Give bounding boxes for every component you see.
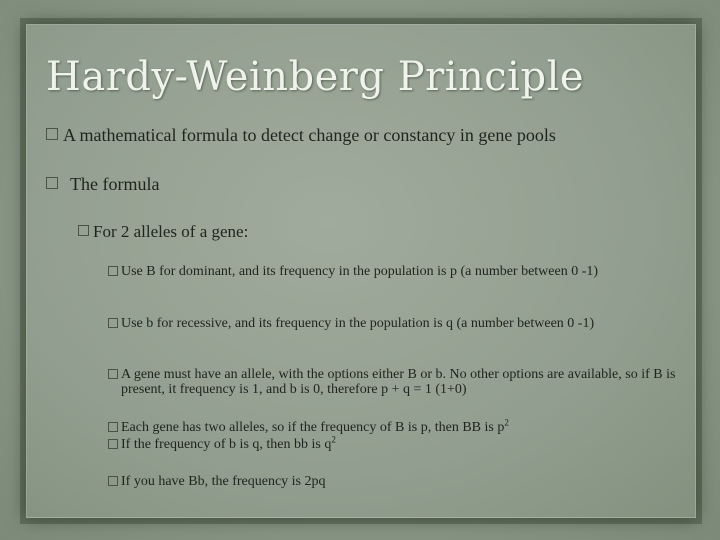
bullet-text: A gene must have an allele, with the options either B or b. No other options are available, so if B is present, it frequency is 1, and b is 0, therefore p + q = 1 (1+0) [121,367,676,397]
bullet-text-main: Each gene has two alleles, so if the frequency of B is p, then BB is p [121,420,505,435]
bullet-item [108,264,686,279]
square-bullet-icon [46,177,58,189]
bullet-item [108,434,686,452]
bullet-text-main: If the frequency of b is q, then bb is q [121,437,332,452]
bullet-text: A mathematical formula to detect change or constancy in gene pools [63,125,556,145]
square-bullet-icon [78,225,89,236]
square-bullet-icon [108,318,118,328]
square-bullet-icon [108,369,118,379]
superscript: 2 [504,417,509,428]
superscript: 2 [331,434,336,445]
square-bullet-icon [108,266,118,276]
bullet-item [108,474,686,489]
bullet-text: If you have Bb, the frequency is 2pq [121,474,326,489]
square-bullet-icon [108,439,118,449]
square-bullet-icon [46,128,58,140]
bullet-text [108,417,686,435]
bullet-text: For 2 alleles of a gene: [93,222,249,241]
bullet-text: The formula [70,174,160,194]
bullet-item [108,367,686,397]
bullet-text [108,434,686,452]
square-bullet-icon [108,476,118,486]
bullet-item [108,316,686,331]
bullet-item [108,417,686,435]
square-bullet-icon [108,422,118,432]
bullet-text: Use b for recessive, and its frequency in the population is q (a number between 0 -1) [121,316,595,331]
bullet-text: Use B for dominant, and its frequency in the population is p (a number between 0 -1) [121,264,599,279]
bullet-item [46,173,686,195]
bullet-item [78,221,678,242]
bullet-item [46,124,686,146]
slide-title: Hardy-Weinberg Principle [46,54,585,100]
